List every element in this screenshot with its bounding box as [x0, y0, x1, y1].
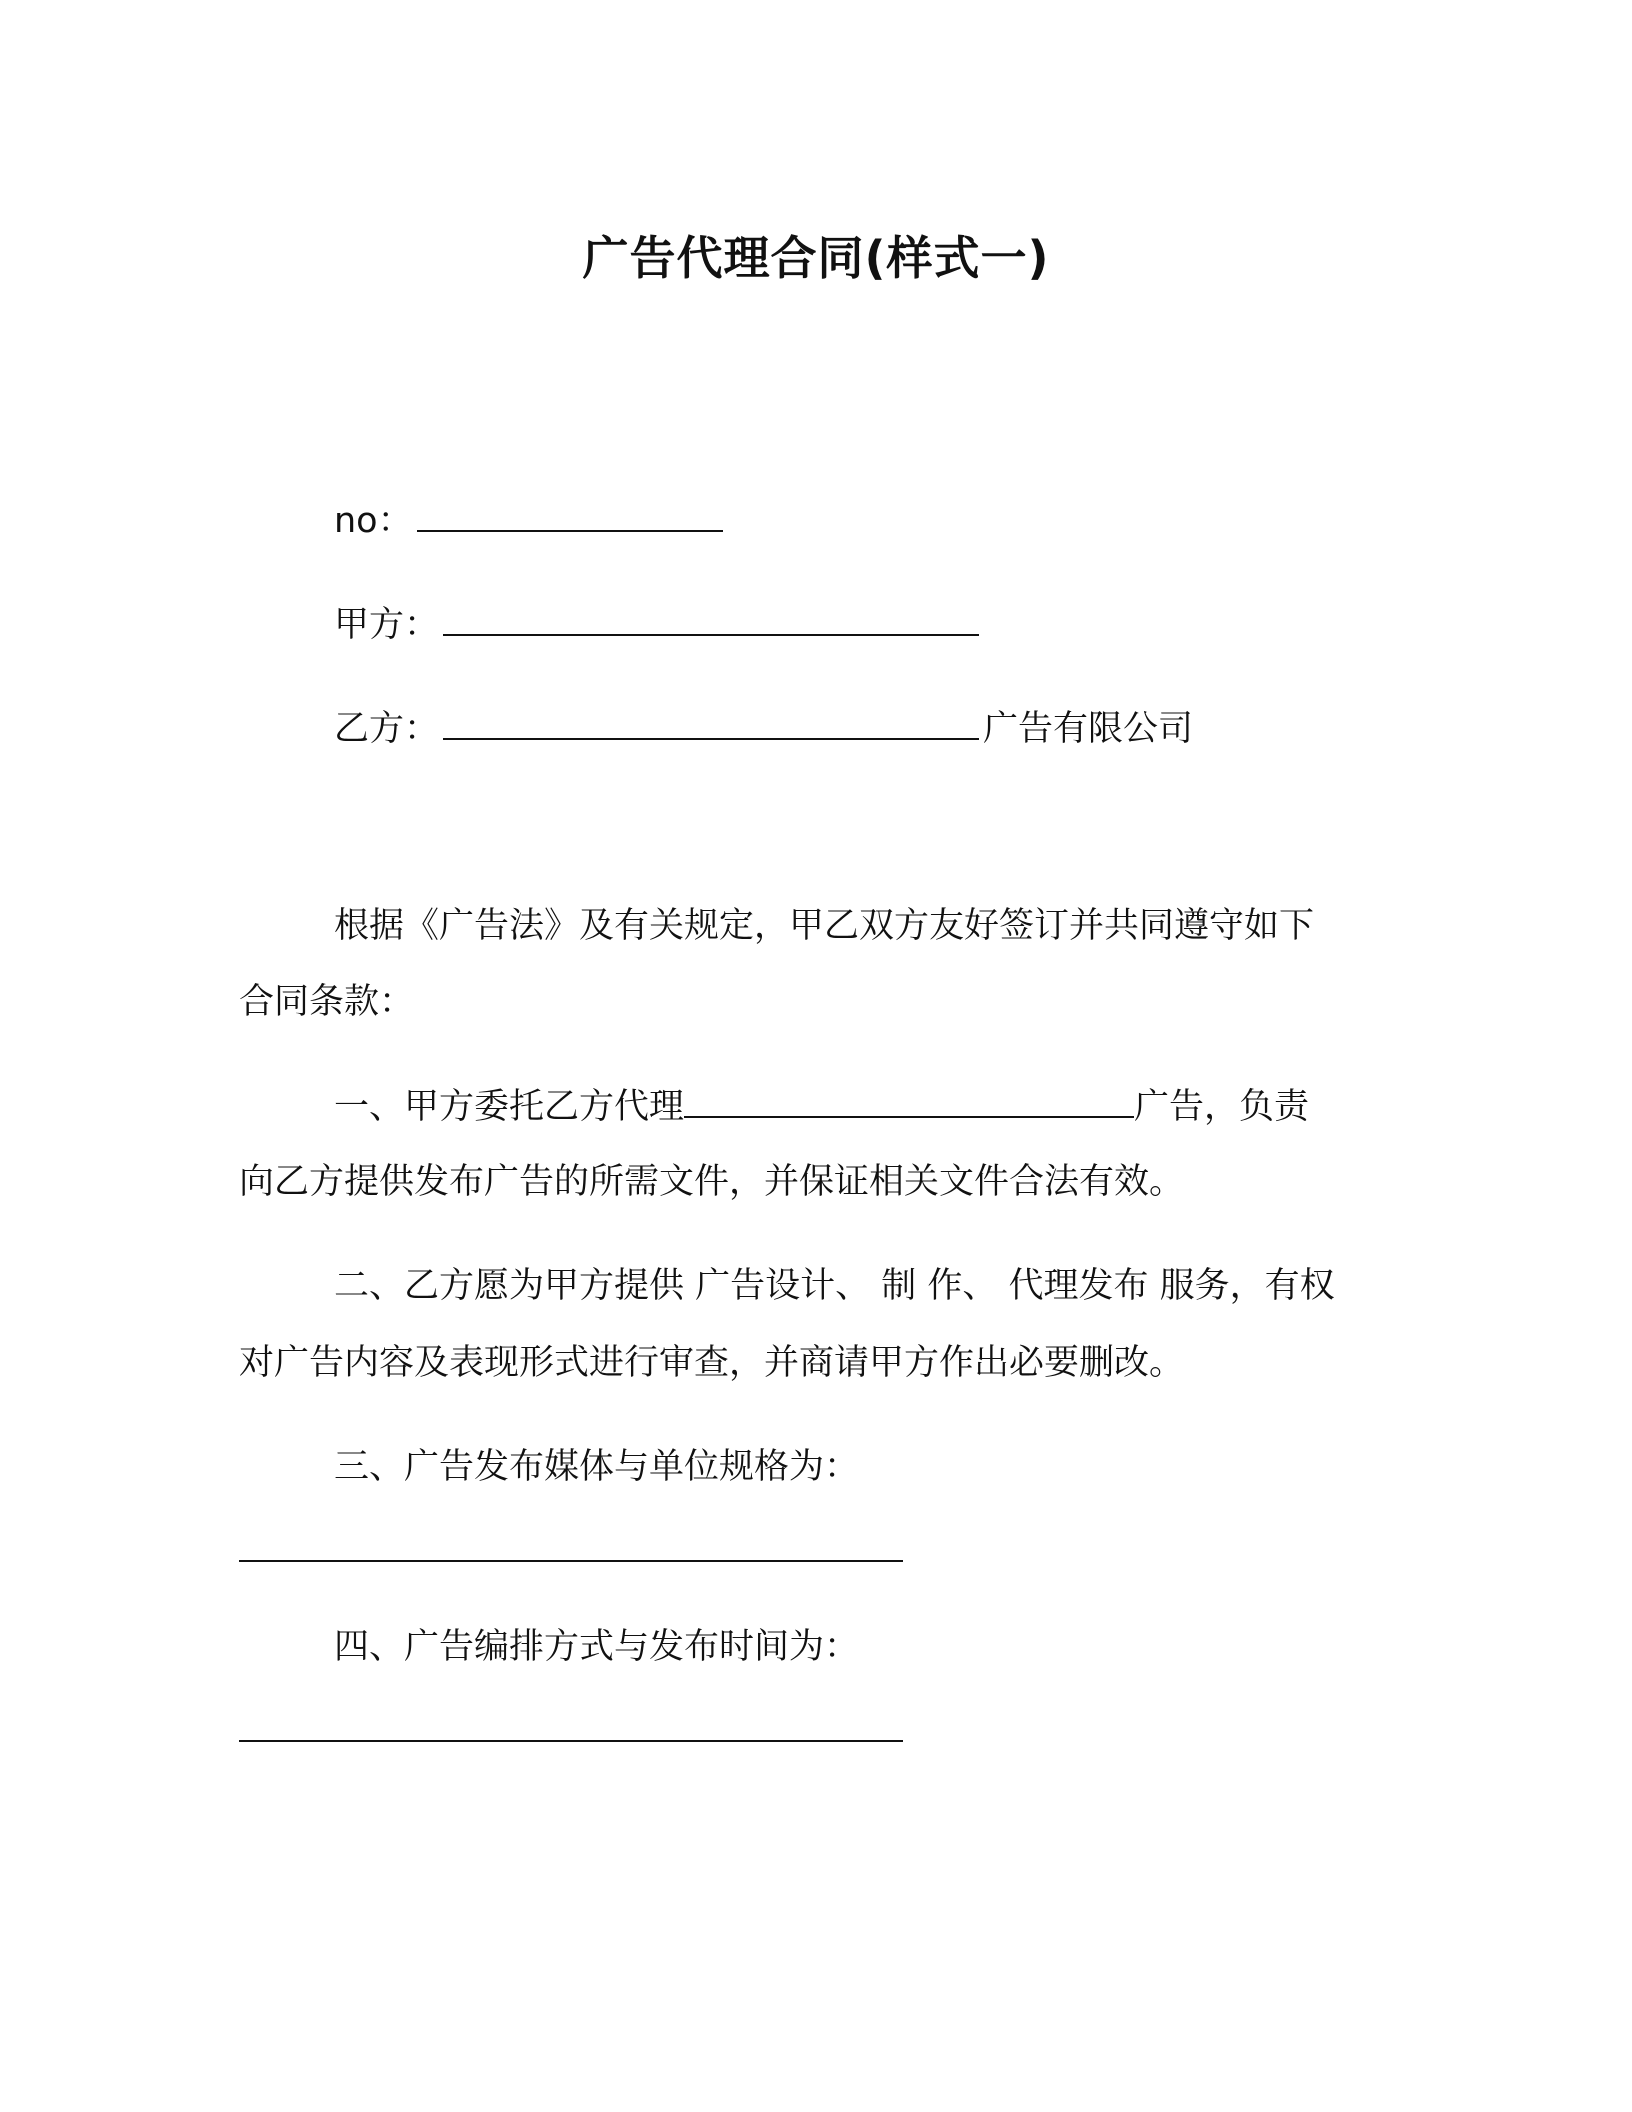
party-b-line — [334, 704, 1193, 753]
contract-number-blank[interactable] — [417, 496, 723, 532]
clause-1-text-before: 一、甲方委托乙方代理 — [334, 1087, 685, 1127]
party-b-label: 乙方： — [334, 709, 440, 749]
clause-4-line-1: 四、广告编排方式与发布时间为： — [334, 1627, 860, 1667]
party-a-line — [334, 600, 983, 649]
party-a-label: 甲方： — [334, 605, 440, 645]
clause-1-line-2: 向乙方提供发布广告的所需文件，并保证相关文件合法有效。 — [239, 1162, 1185, 1202]
clause-3-line-1: 三、广告发布媒体与单位规格为： — [334, 1447, 860, 1487]
clause-3-blank[interactable] — [239, 1560, 903, 1562]
clause-2-line-1: 二、乙方愿为甲方提供 广告设计、 制 作、 代理发布 服务，有权 — [334, 1266, 1335, 1306]
clause-4-blank[interactable] — [239, 1740, 903, 1742]
clause-1-line-1 — [334, 1082, 1309, 1131]
party-b-suffix: 广告有限公司 — [983, 709, 1194, 749]
contract-number-line — [334, 496, 727, 545]
clause-2-line-2: 对广告内容及表现形式进行审查，并商请甲方作出必要删改。 — [239, 1343, 1185, 1383]
intro-line-1: 根据《广告法》及有关规定，甲乙双方友好签订并共同遵守如下 — [334, 906, 1315, 946]
intro-line-2: 合同条款： — [239, 982, 415, 1022]
party-b-blank[interactable] — [443, 704, 979, 740]
clause-1-blank[interactable] — [684, 1082, 1134, 1118]
party-a-blank[interactable] — [443, 600, 979, 636]
clause-1-text-after: 广告，负责 — [1134, 1087, 1310, 1127]
document-title: 广告代理合同(样式一) — [582, 231, 1050, 285]
contract-number-label: no： — [334, 501, 413, 541]
